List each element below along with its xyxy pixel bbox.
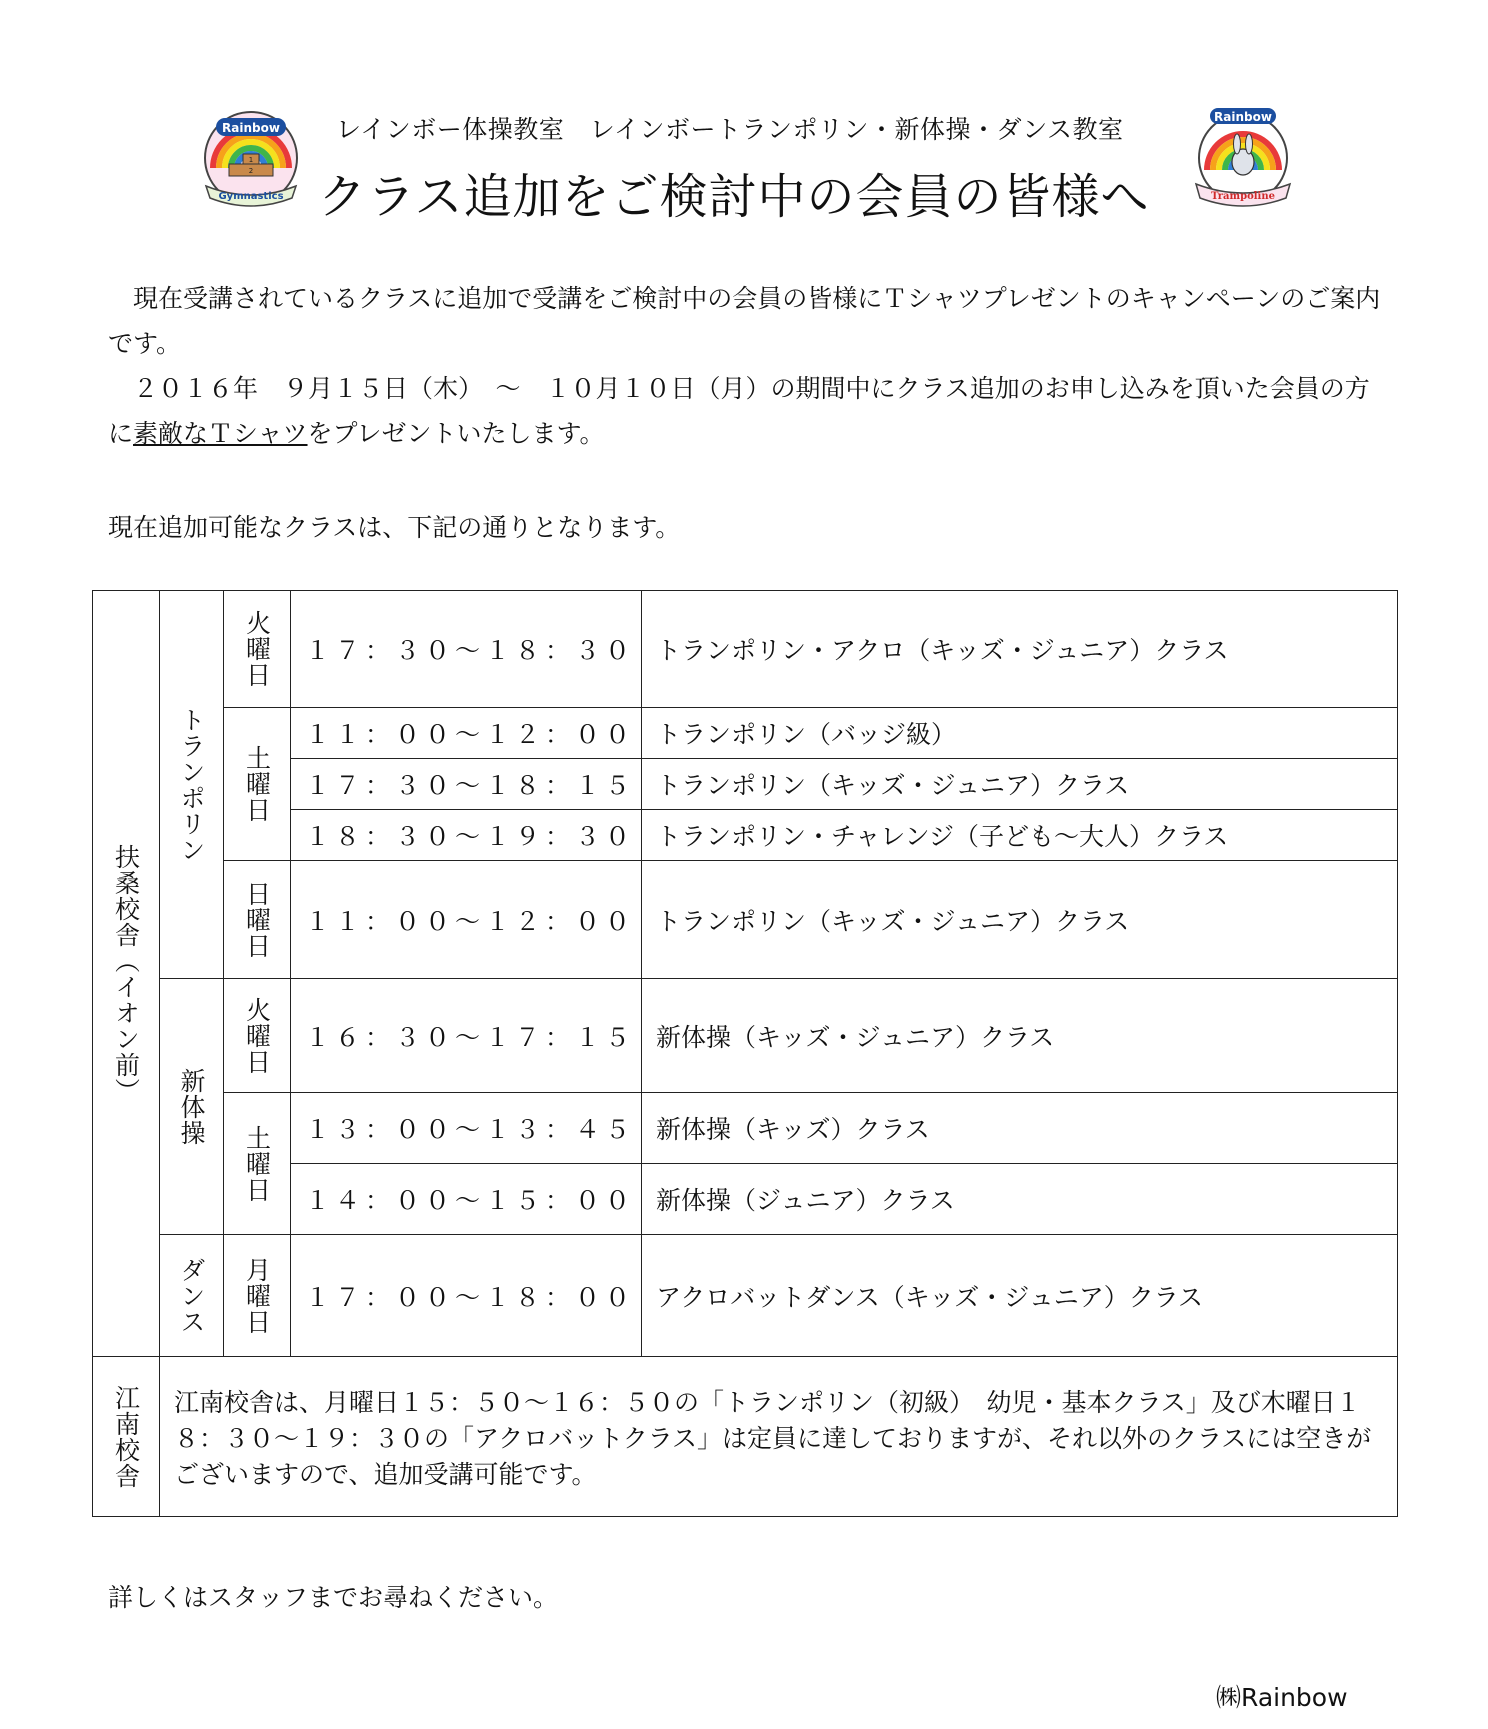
day-cell — [224, 708, 291, 861]
konan-campus-label: 江南校舎 — [111, 1384, 141, 1489]
campaign-text-post: をプレゼントいたします。 — [307, 419, 605, 448]
day-label: 土曜日 — [242, 745, 272, 823]
day-cell — [224, 591, 291, 708]
day-label: 火曜日 — [242, 610, 272, 688]
day-label: 土曜日 — [242, 1124, 272, 1203]
konan-campus-cell — [93, 1357, 160, 1517]
trampoline-category-cell — [160, 591, 224, 979]
time-cell: １７：３０～１８：３０ — [291, 591, 642, 708]
dance-category-label: ダンス — [177, 1256, 206, 1335]
fuso-campus-label: 扶桑校舎（イオン前） — [111, 843, 141, 1104]
time-cell: １１：００～１２：００ — [291, 708, 642, 759]
table-row — [93, 708, 1398, 759]
class-cell: 新体操（キッズ・ジュニア）クラス — [642, 979, 1398, 1093]
svg-text:1: 1 — [248, 156, 254, 164]
time-cell: １４：００～１５：００ — [291, 1164, 642, 1235]
time-cell: １６：３０～１７：１５ — [291, 979, 642, 1093]
time-cell: １１：００～１２：００ — [291, 861, 642, 979]
table-row — [93, 861, 1398, 979]
time-cell: １３：００～１３：４５ — [291, 1093, 642, 1164]
class-cell: 新体操（ジュニア）クラス — [642, 1164, 1398, 1235]
rhythmic-category-cell — [160, 979, 224, 1235]
time-cell: １７：３０～１８：１５ — [291, 759, 642, 810]
rhythmic-category-label: 新体操 — [177, 1067, 206, 1146]
day-cell — [224, 1093, 291, 1235]
day-label: 火曜日 — [242, 996, 272, 1075]
konan-note: 江南校舎は、月曜日１５：５０～１６：５０の「トランポリン（初級） 幼児・基本クラス」及び木曜日１８：３０～１９：３０の「アクロバットクラス」は定員に達しておりますが、それ以外のクラスには空きがございますので、追加受講可能です。 — [160, 1357, 1398, 1517]
class-cell: トランポリン（キッズ・ジュニア）クラス — [642, 759, 1398, 810]
svg-text:2: 2 — [248, 167, 254, 175]
svg-text:Gymnastics: Gymnastics — [218, 191, 284, 202]
rainbow-trampoline-logo — [1188, 104, 1298, 214]
day-cell — [224, 861, 291, 979]
svg-text:Rainbow: Rainbow — [222, 121, 280, 135]
table-row — [93, 591, 1398, 708]
class-cell: トランポリン（キッズ・ジュニア）クラス — [642, 861, 1398, 979]
day-label: 日曜日 — [242, 880, 272, 959]
dance-category-cell — [160, 1235, 224, 1357]
table-row — [93, 1235, 1398, 1357]
trampoline-category-label: トランポリン — [177, 706, 206, 863]
class-cell: トランポリン・チャレンジ（子ども～大人）クラス — [642, 810, 1398, 861]
day-cell — [224, 979, 291, 1093]
table-row — [93, 1093, 1398, 1164]
rainbow-gymnastics-logo — [196, 106, 306, 216]
campaign-text-pre: ２０１６年 ９月１５日（木） ～ １０月１０日（月）の期間中にクラス追加のお申し込みを頂いた会員の方に — [108, 374, 1370, 448]
school-subtitle: レインボー体操教室 レインボートランポリン・新体操・ダンス教室 — [336, 115, 1124, 144]
time-cell: １８：３０～１９：３０ — [291, 810, 642, 861]
table-row — [93, 1357, 1398, 1517]
day-cell — [224, 1235, 291, 1357]
svg-text:Trampoline: Trampoline — [1211, 191, 1275, 202]
contact-staff-note: 詳しくはスタッフまでお尋ねください。 — [108, 1583, 559, 1612]
day-label: 月曜日 — [242, 1256, 272, 1335]
available-classes-intro: 現在追加可能なクラスは、下記の通りとなります。 — [108, 513, 681, 542]
campaign-paragraph — [108, 366, 1388, 456]
class-cell: トランポリン・アクロ（キッズ・ジュニア）クラス — [642, 591, 1398, 708]
intro-paragraph: 現在受講されているクラスに追加で受講をご検討中の会員の皆様にＴシャツプレゼントのキャンペーンのご案内です。 — [108, 284, 1381, 358]
class-cell: トランポリン（バッジ級） — [642, 708, 1398, 759]
page-title: クラス追加をご検討中の会員の皆様へ — [318, 169, 1150, 225]
fuso-campus-cell — [93, 591, 160, 1357]
table-row — [93, 979, 1398, 1093]
company-name: ㈱Rainbow — [1216, 1683, 1348, 1712]
class-cell: 新体操（キッズ）クラス — [642, 1093, 1398, 1164]
time-cell: １７：００～１８：００ — [291, 1235, 642, 1357]
class-cell: アクロバットダンス（キッズ・ジュニア）クラス — [642, 1235, 1398, 1357]
schedule-table — [92, 590, 1398, 1517]
svg-text:Rainbow: Rainbow — [1214, 110, 1272, 124]
campaign-highlight: 素敵なＴシャツ — [133, 419, 308, 448]
